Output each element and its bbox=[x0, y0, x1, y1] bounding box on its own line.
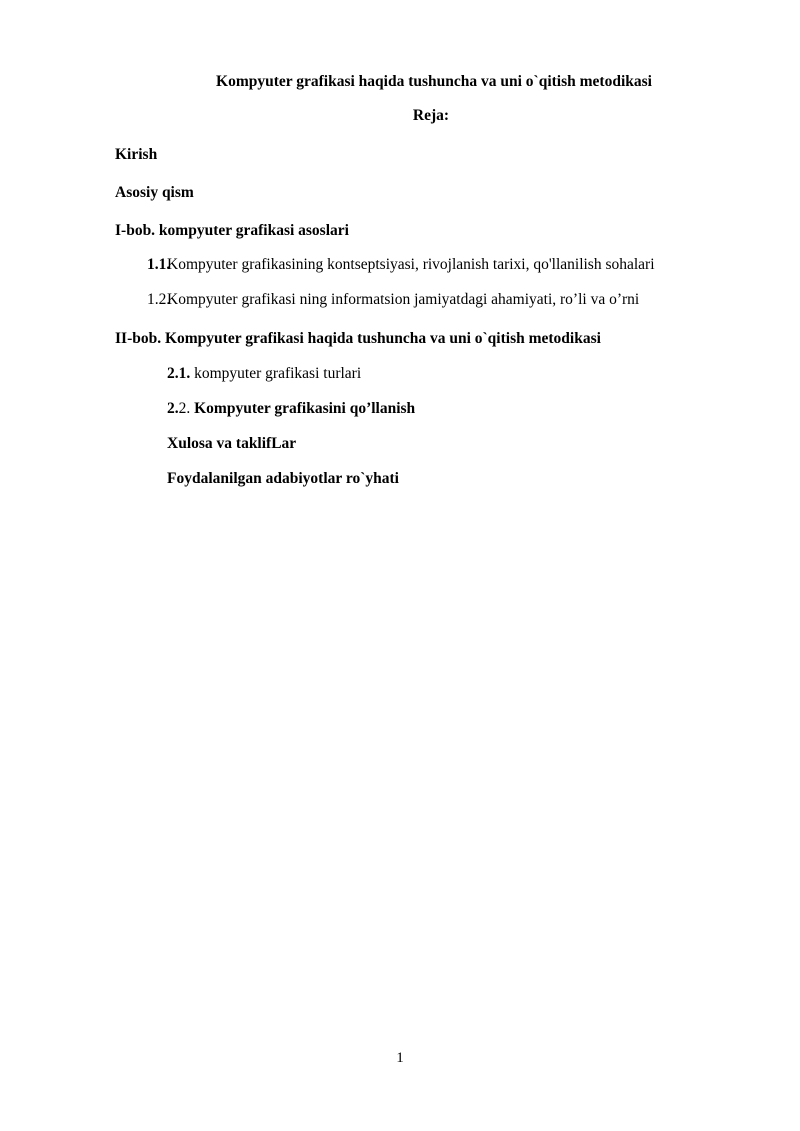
subsection-2-1-number: 2.1. bbox=[167, 364, 191, 382]
subsection-2-2-number-bold: 2. bbox=[167, 399, 179, 417]
document-body bbox=[115, 70, 747, 491]
chapter-one-heading: I-bob. kompyuter grafikasi asoslari bbox=[115, 222, 349, 239]
subsection-1-2-number: 1.2. bbox=[147, 291, 171, 309]
page-number: 1 bbox=[396, 1050, 404, 1066]
section-xulosa: Xulosa va taklifLar bbox=[167, 434, 297, 452]
subsection-1-1-text: Kompyuter grafikasining kontseptsiyasi, rivojlanish tarixi, qo'llanilish sohalari bbox=[167, 256, 655, 274]
subsection-2-2-number-plain: 2. bbox=[178, 399, 191, 417]
section-references: Foydalanilgan adabiyotlar ro`yhati bbox=[167, 469, 399, 487]
page-title: Kompyuter grafikasi haqida tushuncha va uni o`qitish metodikasi bbox=[216, 73, 652, 90]
section-kirish: Kirish bbox=[115, 145, 158, 163]
subsection-2-1-text: kompyuter grafikasi turlari bbox=[190, 364, 362, 382]
subsection-2-2 bbox=[115, 397, 747, 421]
subsection-2-1 bbox=[115, 362, 747, 386]
subsection-1-1-number: 1.1. bbox=[147, 256, 171, 274]
chapter-two-heading: II-bob. Kompyuter grafikasi haqida tushuncha va uni o`qitish metodikasi bbox=[115, 330, 601, 348]
plan-heading: Reja: bbox=[412, 107, 450, 125]
subsection-1-1 bbox=[115, 253, 747, 277]
subsection-1-2 bbox=[115, 288, 747, 312]
section-asosiy-qism: Asosiy qism bbox=[115, 183, 194, 201]
subsection-1-2-text: Kompyuter grafikasi ning informatsion jamiyatdagi ahamiyati, ro’li va o’rni bbox=[167, 291, 640, 309]
subsection-2-2-text: Kompyuter grafikasini qo’llanish bbox=[190, 399, 416, 417]
